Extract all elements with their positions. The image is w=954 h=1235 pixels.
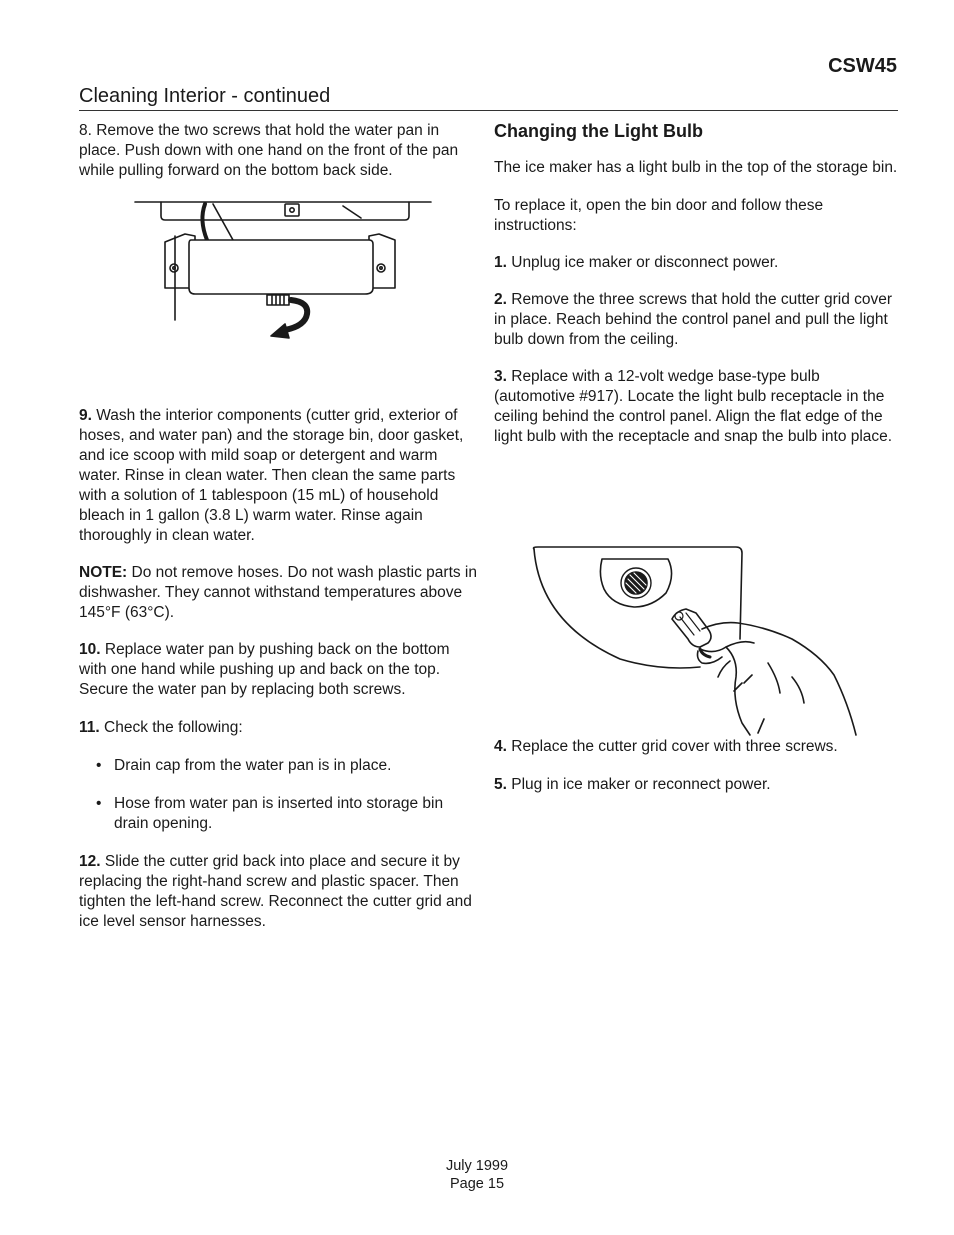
bullet-item (79, 756, 481, 776)
step-9-number: 9. (79, 407, 92, 424)
water-pan-illustration (133, 196, 433, 342)
bulb-step-1-text: Unplug ice maker or disconnect power. (506, 254, 779, 271)
note-text: Do not remove hoses. Do not wash plastic parts in dishwasher. They cannot withstand temperatures above 145°F (63°C). (79, 564, 477, 621)
step-12 (79, 852, 481, 932)
step-10-text: Replace water pan by pushing back on the bottom with one hand while pushing up and back on the top. Secure the water pan by replacing both screws. (79, 641, 450, 698)
step-11 (79, 718, 481, 738)
footer-date: July 1999 (445, 1158, 509, 1174)
section-title: Cleaning Interior - continued (79, 85, 331, 107)
bulb-step-4-number: 4. (494, 738, 507, 755)
bulb-step-5-number: 5. (494, 776, 507, 793)
step-11-text: Check the following: (99, 719, 243, 736)
light-bulb-illustration (530, 543, 865, 738)
header-divider (79, 110, 898, 111)
bulb-step-1 (494, 253, 900, 273)
bulb-step-5 (494, 775, 900, 795)
bullet-2-text: Hose from water pan is inserted into storage bin drain opening. (114, 795, 444, 832)
step-10-number: 10. (79, 641, 101, 658)
bullet-1-text: Drain cap from the water pan is in place. (114, 757, 392, 774)
light-bulb-heading: Changing the Light Bulb (494, 121, 703, 141)
bulb-step-2-number: 2. (494, 291, 507, 308)
step-12-number: 12. (79, 853, 101, 870)
step-10 (79, 640, 481, 700)
bulb-step-3 (494, 367, 900, 447)
footer-page-number: Page 15 (449, 1176, 505, 1192)
bulb-step-2-text: Remove the three screws that hold the cutter grid cover in place. Reach behind the control panel and pull the light bulb down from the ceiling. (494, 291, 893, 348)
step-11-number: 11. (79, 719, 100, 736)
step-9-text: Wash the interior components (cutter grid, exterior of hoses, and water pan) and the storage bin, door gasket, and ice scoop with mild soap or detergent and warm water. Rinse in clean water. Then clean the same parts with a solution of 1 tablespoon (15 mL) of household bleach in 1 gallon (3.8 L) warm water. Rinse again thoroughly in clean water. (79, 407, 464, 544)
bulb-step-3-text: Replace with a 12-volt wedge base-type bulb (automotive #917). Locate the light bulb receptacle in the ceiling behind the control panel. Align the flat edge of the light bulb with the receptacle and snap the bulb into place. (494, 368, 893, 445)
note-label: NOTE: (79, 564, 128, 581)
note (79, 563, 481, 623)
bulb-step-1-number: 1. (494, 254, 507, 271)
intro-2: To replace it, open the bin door and follow these instructions: (494, 197, 824, 234)
bulb-step-4 (494, 737, 900, 757)
step-12-text: Slide the cutter grid back into place and secure it by replacing the right-hand screw and plastic spacer. Then tighten the left-hand screw. Reconnect the cutter grid and ice level sensor harnesses. (79, 853, 472, 930)
bullet-dot: • (96, 795, 102, 812)
bulb-step-4-text: Replace the cutter grid cover with three screws. (506, 738, 838, 755)
document-code: CSW45 (828, 55, 897, 77)
step-9 (79, 406, 481, 546)
bulb-step-2 (494, 290, 900, 350)
intro-1: The ice maker has a light bulb in the top of the storage bin. (494, 159, 898, 176)
bullet-item (79, 794, 481, 834)
bulb-step-5-text: Plug in ice maker or reconnect power. (506, 776, 771, 793)
bulb-step-3-number: 3. (494, 368, 507, 385)
bullet-dot: • (96, 757, 102, 774)
step-8-text: 8. Remove the two screws that hold the water pan in place. Push down with one hand on the front of the pan while pulling forward on the bottom back side. (79, 122, 459, 179)
page-footer (0, 1157, 954, 1193)
